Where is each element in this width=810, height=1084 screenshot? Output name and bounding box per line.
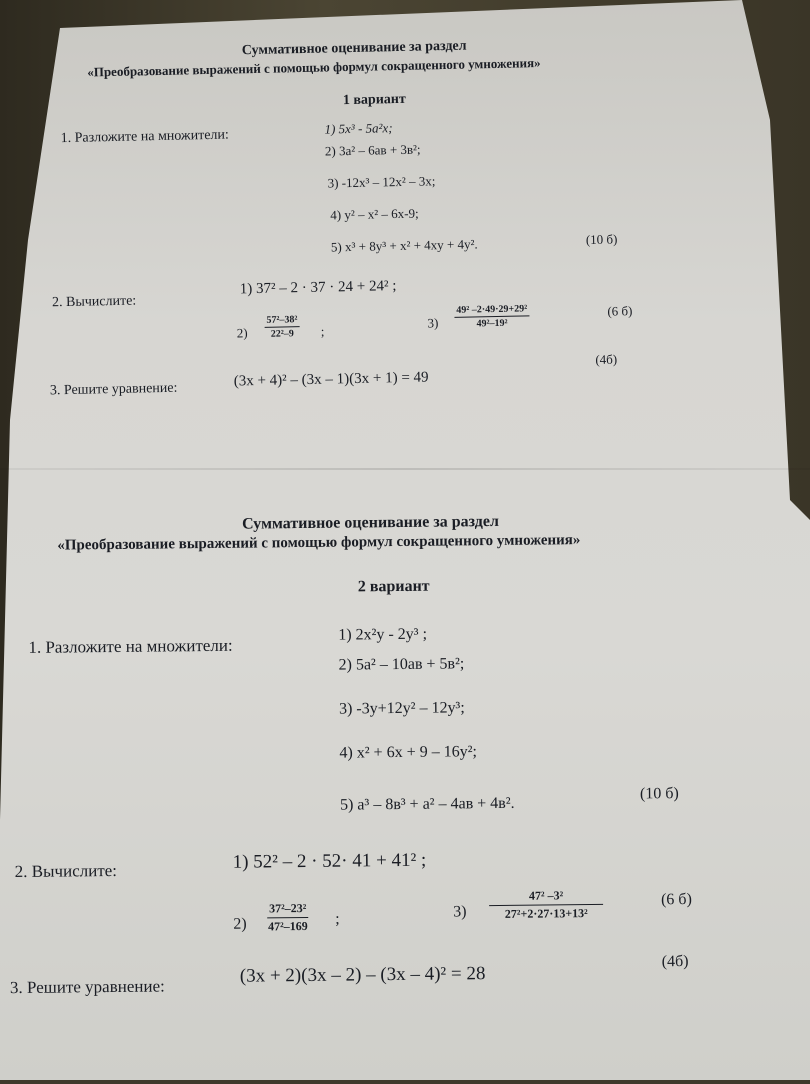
v2-task1-item-3: 3) -3y+12y² – 12y³;: [338, 699, 465, 718]
v2-task1-item-1: 1) 2x²y - 2y³ ;: [338, 625, 428, 644]
v1-variant-label: 1 вариант: [342, 91, 406, 109]
v1-task1-label: 1. Разложите на множители:: [60, 127, 230, 147]
v1-task2-item-2-semicolon: ;: [320, 323, 325, 339]
v2-task1-label: 1. Разложите на множители:: [28, 635, 233, 657]
v2-task2-item-2-label: 2): [233, 915, 247, 933]
v2-task2-item-1: 1) 52² – 2 · 52· 41 + 41² ;: [232, 849, 427, 873]
v2-task2-item-3-denominator: 27²+2·27·13+13²: [504, 906, 588, 921]
v2-task2-item-3-label: 3): [453, 903, 467, 921]
v2-task2-item-2-fraction: [267, 901, 309, 934]
v2-task1-item-5: 5) a³ – 8в³ + a² – 4ав + 4в².: [339, 794, 515, 814]
v1-task1-item-4: 4) y² – x² – 6x-9;: [330, 205, 419, 223]
v2-task1-item-2: 2) 5a² – 10ав + 5в²;: [338, 655, 465, 674]
v1-task3-points: (4б): [595, 351, 618, 367]
v1-task2-item-2-numerator: 57²–38²: [264, 314, 299, 328]
v2-task2-label: 2. Вычислите:: [14, 860, 118, 882]
v1-task1-points: (10 б): [585, 231, 618, 248]
v1-task2-label: 2. Вычислите:: [51, 293, 137, 311]
v1-task2-points: (6 б): [607, 303, 633, 319]
v2-subtitle: «Преобразование выражений с помощью формул сокращенного умножения»: [57, 532, 581, 554]
v1-task2-item-1: 1) 37² – 2 · 37 · 24 + 24² ;: [239, 278, 397, 298]
v1-title: Суммативное оценивание за раздел: [241, 38, 467, 59]
v2-task2-item-2-numerator: 37²–23²: [267, 901, 308, 918]
v2-task2-item-2-semicolon: ;: [335, 910, 340, 928]
v1-task1-item-2: 2) 3a² – 6ав + 3в²;: [324, 141, 421, 159]
v1-task2-item-2-denominator: 22²–9: [270, 328, 294, 340]
v2-title: Суммативное оценивание за раздел: [242, 512, 500, 533]
v1-task1-item-1: 1) 5x³ - 5a²x;: [324, 120, 393, 137]
v2-task3-points: (4б): [661, 952, 689, 971]
v2-variant-label: 2 вариант: [357, 577, 430, 596]
v1-task1-item-3: 3) -12x³ – 12x² – 3x;: [327, 173, 436, 191]
v1-task3-equation: (3x + 4)² – (3x – 1)(3x + 1) = 49: [233, 369, 429, 390]
v1-task2-item-2-label: 2): [236, 325, 248, 341]
v2-task3-equation: (3x + 2)(3x – 2) – (3x – 4)² = 28: [239, 963, 486, 987]
v2-task1-points: (10 б): [639, 785, 679, 803]
v2-task2-item-3-fraction: [489, 888, 604, 922]
v2-task2-item-2-denominator: 47²–169: [268, 918, 308, 934]
v1-task2-item-3-label: 3): [427, 315, 439, 331]
v2-task1-item-4: 4) x² + 6x + 9 – 16y²;: [339, 743, 478, 762]
v1-task1-item-5: 5) x³ + 8y³ + x² + 4xy + 4y².: [330, 236, 478, 255]
v1-task2-item-3-numerator: 49² –2·49·29+29²: [454, 303, 529, 318]
v2-task3-label: 3. Решите уравнение:: [9, 976, 165, 998]
v1-subtitle: «Преобразование выражений с помощью формул сокращенного умножения»: [87, 55, 541, 80]
v2-task2-points: (6 б): [660, 890, 692, 909]
v1-task3-label: 3. Решите уравнение:: [49, 380, 178, 399]
v2-task2-item-3-numerator: 47² –3²: [489, 888, 603, 906]
v1-task2-item-3-denominator: 49²–19²: [476, 317, 508, 330]
